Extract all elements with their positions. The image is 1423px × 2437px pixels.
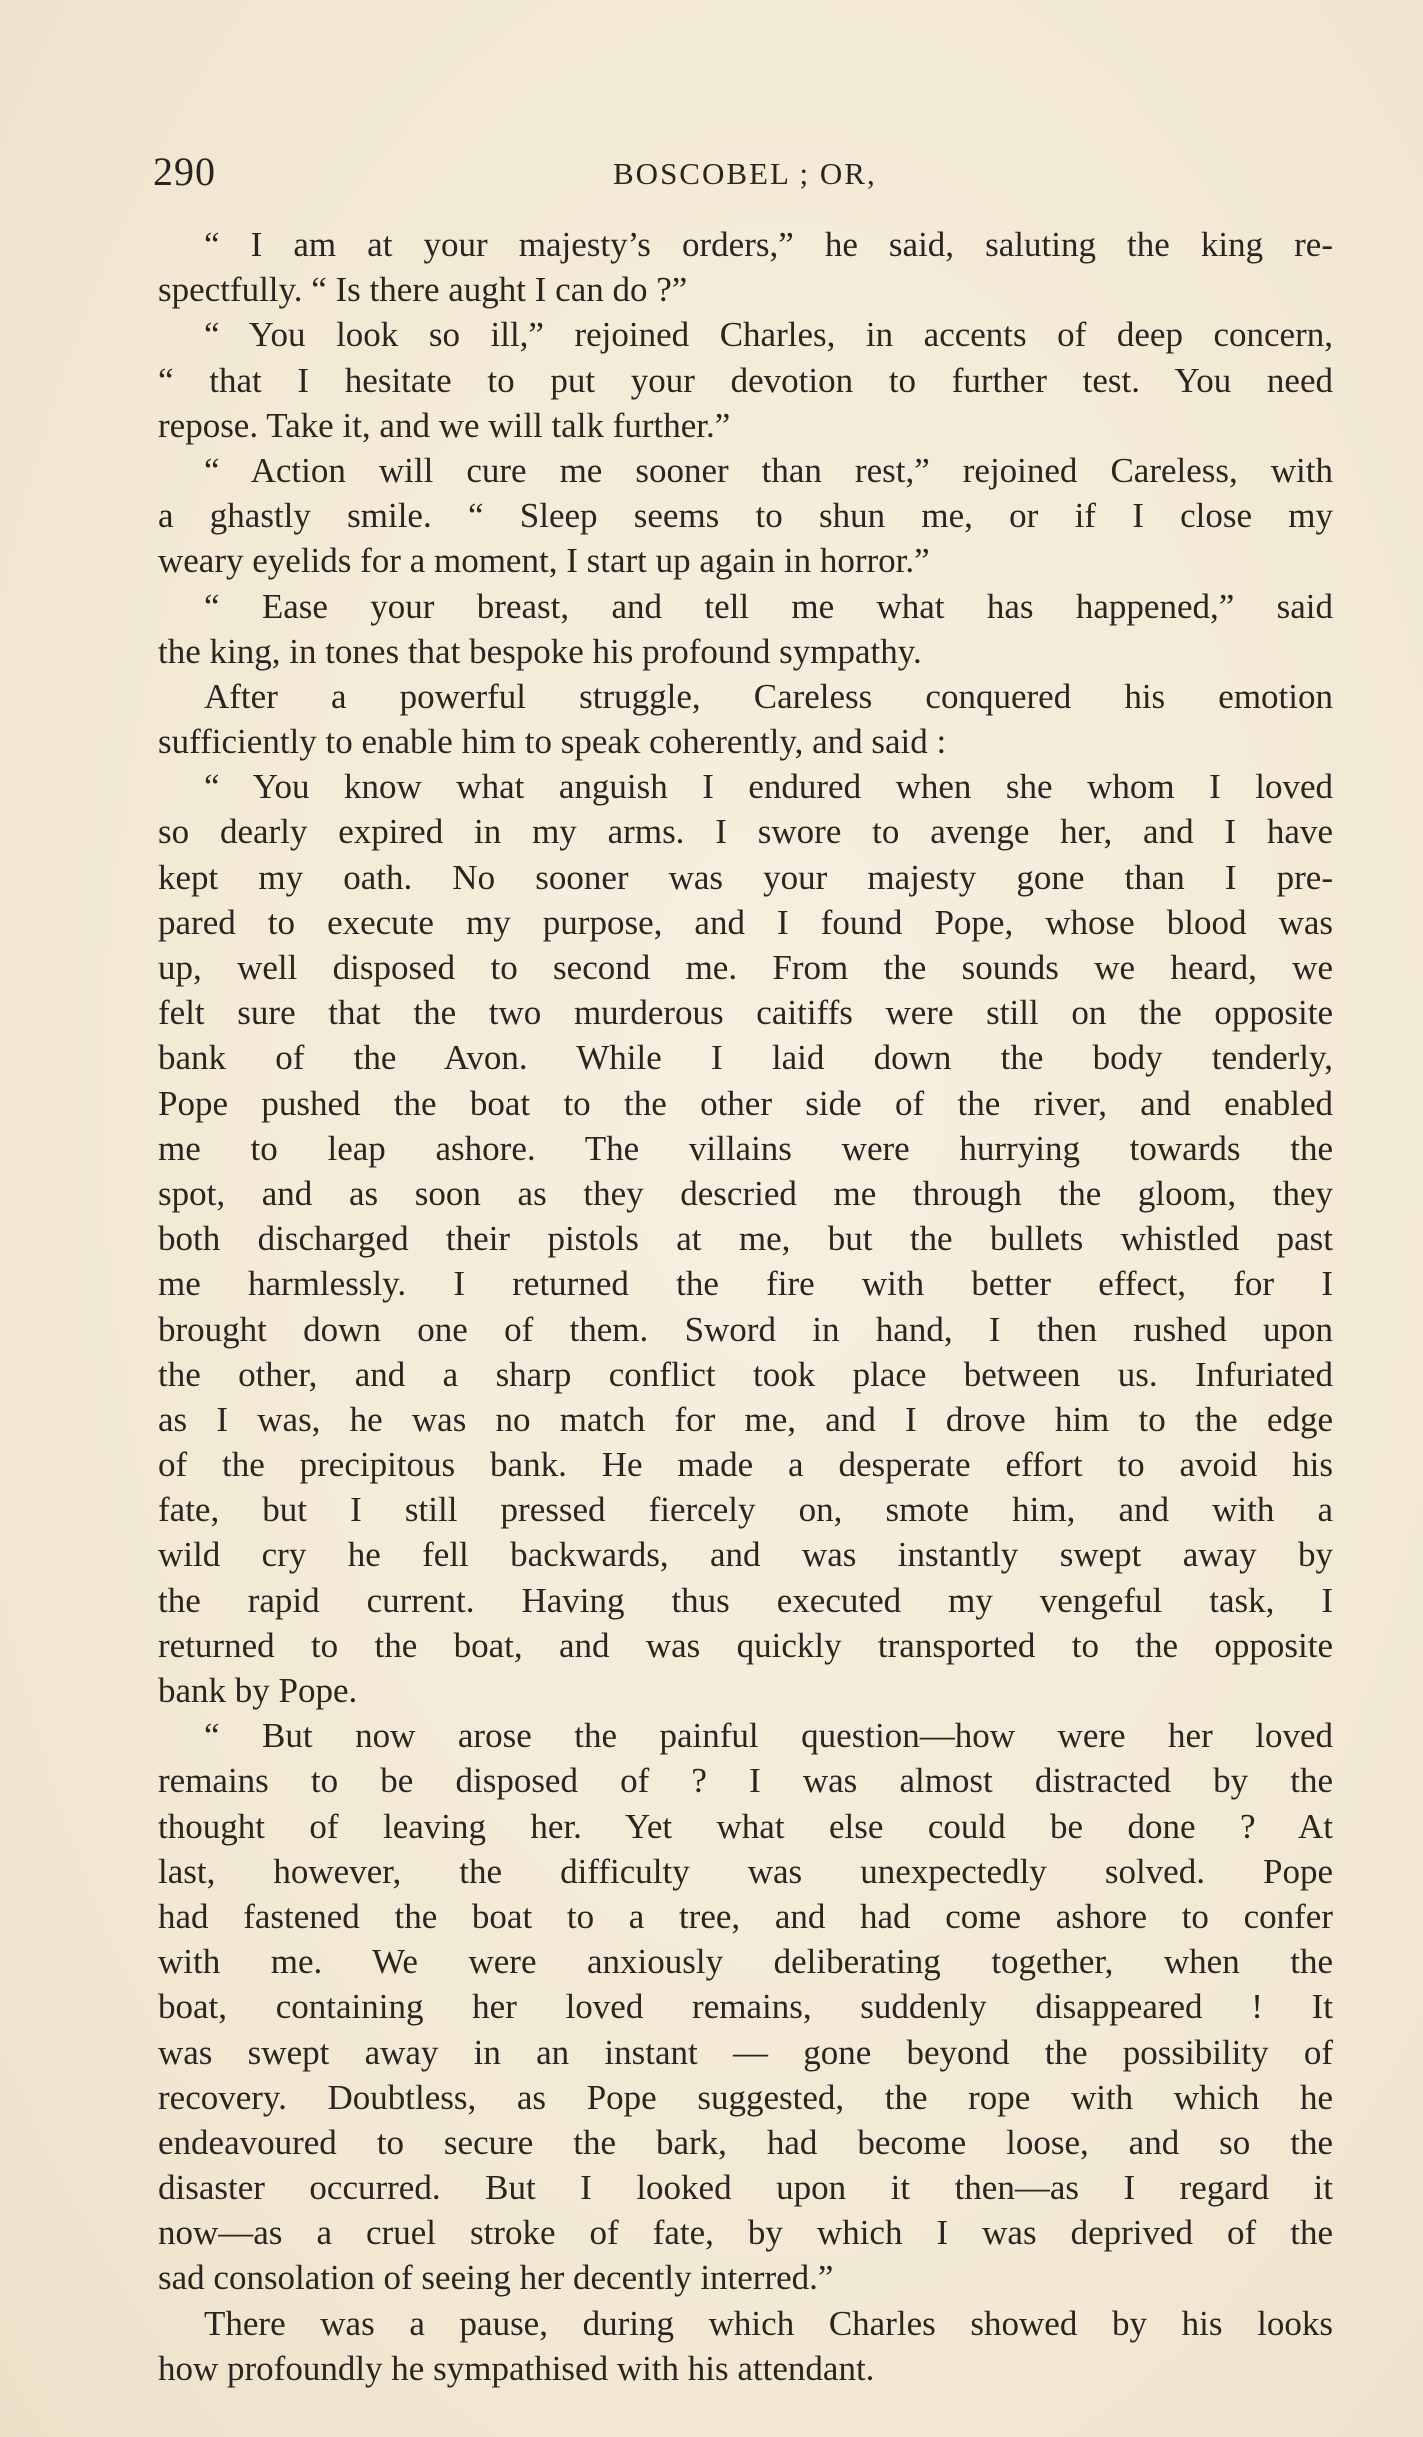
text-line: had fastened the boat to a tree, and had come ashore to confer [158,1896,1333,1936]
text-line: recovery. Doubtless, as Pope suggested, the rope with which he [158,2077,1333,2117]
text-line: how profoundly he sympathised with his attendant. [158,2348,875,2388]
text-line: up, well disposed to second me. From the sounds we heard, we [158,948,1333,987]
text-line: the rapid current. Having thus executed my vengeful task, I [158,1580,1333,1620]
text-line: “ Action will cure me sooner than rest,” rejoined Careless, with [204,450,1333,490]
text-line: “ You know what anguish I endured when she whom I loved [204,767,1333,807]
text-line: “ You look so ill,” rejoined Charles, in accents of deep concern, [204,315,1333,355]
text-line: “ I am at your majesty’s orders,” he said, saluting the king re- [204,225,1333,264]
text-line: brought down one of them. Sword in hand, I then rushed upon [158,1309,1333,1349]
text-line: me to leap ashore. The villains were hurrying towards the [158,1128,1333,1168]
text-line: boat, containing her loved remains, suddenly disappeared ! It [158,1987,1333,2027]
text-line: a ghastly smile. “ Sleep seems to shun me, or if I close my [158,496,1333,536]
body-text [158,222,1333,2391]
text-line: There was a pause, during which Charles showed by his looks [204,2303,1333,2343]
text-line: of the precipitous bank. He made a desperate effort to avoid his [158,1445,1333,1485]
page-header [153,148,1283,198]
text-line: returned to the boat, and was quickly transported to the opposite [158,1625,1333,1665]
text-line: disaster occurred. But I looked upon it then—as I regard it [158,2168,1333,2208]
text-line: bank of the Avon. While I laid down the body tenderly, [158,1038,1333,1078]
text-line: “ that I hesitate to put your devotion to further test. You need [158,360,1333,400]
text-line: thought of leaving her. Yet what else could be done ? At [158,1806,1333,1846]
text-line: “ Ease your breast, and tell me what has happened,” said [204,586,1333,626]
text-line: wild cry he fell backwards, and was instantly swept away by [158,1535,1333,1575]
text-line: now—as a cruel stroke of fate, by which I was deprived of the [158,2213,1333,2253]
text-line: felt sure that the two murderous caitiffs were still on the opposite [158,993,1333,1033]
page-number: 290 [153,149,216,194]
text-line: so dearly expired in my arms. I swore to avenge her, and I have [158,812,1333,852]
text-line: weary eyelids for a moment, I start up again in horror.” [158,541,930,581]
text-line: fate, but I still pressed fiercely on, smote him, and with a [158,1490,1333,1530]
text-line: spot, and as soon as they descried me through the gloom, they [158,1173,1333,1213]
text-line: bank by Pope. [158,1671,358,1710]
text-line: sad consolation of seeing her decently interred.” [158,2258,834,2298]
text-line: spectfully. “ Is there aught I can do ?” [158,270,688,310]
text-line: endeavoured to secure the bark, had become loose, and so the [158,2122,1333,2162]
text-line: sufficiently to enable him to speak coherently, and said : [158,722,947,762]
text-line: the other, and a sharp conflict took place between us. Infuriated [158,1354,1333,1394]
text-line: Pope pushed the boat to the other side of the river, and enabled [158,1083,1333,1123]
running-head: BOSCOBEL ; OR, [613,156,877,191]
text-line: After a powerful struggle, Careless conquered his emotion [204,676,1333,716]
text-line: was swept away in an instant — gone beyond the possibility of [158,2032,1333,2072]
text-line: as I was, he was no match for me, and I drove him to the edge [158,1399,1333,1439]
text-line: the king, in tones that bespoke his profound sympathy. [158,631,922,671]
text-line: repose. Take it, and we will talk further.” [158,405,731,445]
text-line: both discharged their pistols at me, but the bullets whistled past [158,1219,1333,1259]
text-line: last, however, the difficulty was unexpectedly solved. Pope [158,1851,1333,1891]
text-line: pared to execute my purpose, and I found Pope, whose blood was [158,902,1333,942]
text-line: kept my oath. No sooner was your majesty gone than I pre- [158,857,1333,897]
text-line: remains to be disposed of ? I was almost distracted by the [158,1761,1333,1801]
text-line: “ But now arose the painful question—how were her loved [204,1716,1333,1756]
text-line: me harmlessly. I returned the fire with better effect, for I [158,1264,1333,1304]
text-line: with me. We were anxiously deliberating together, when the [158,1942,1333,1982]
